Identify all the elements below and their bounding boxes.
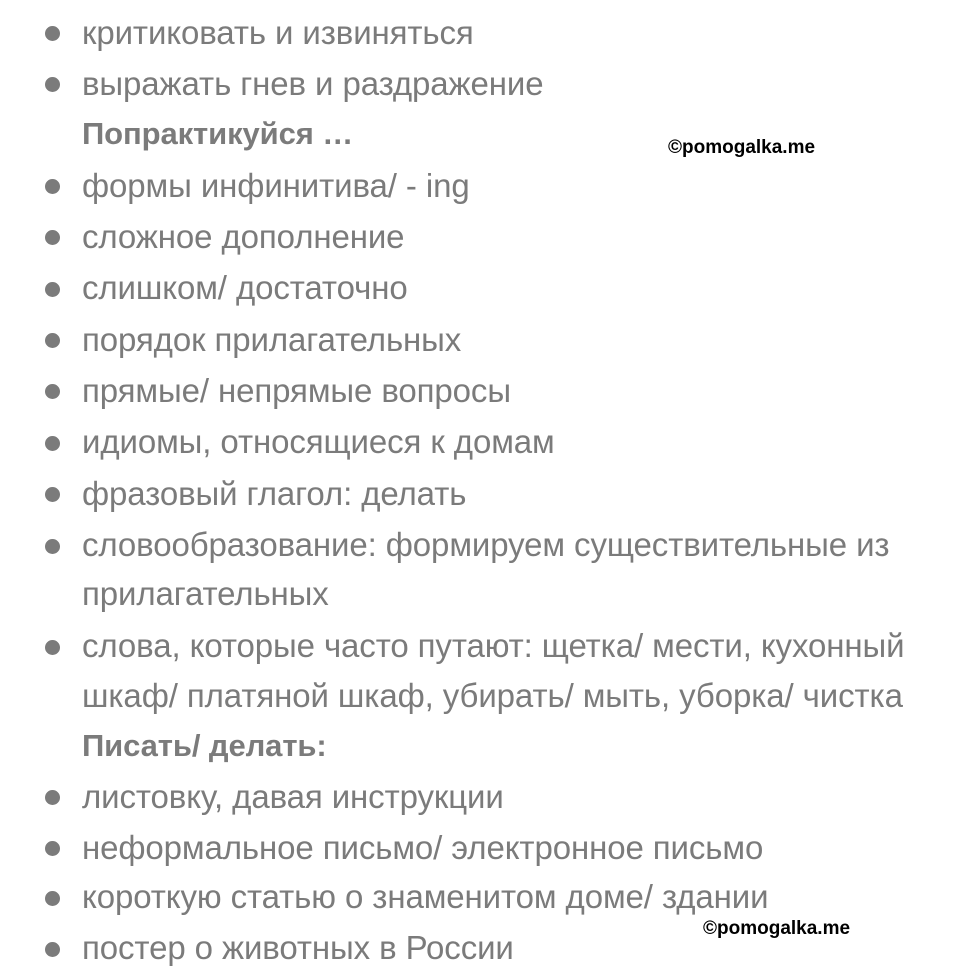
list-item: сложное дополнение xyxy=(82,218,405,255)
list-item: неформальное письмо/ электронное письмо xyxy=(82,829,764,866)
list-item: порядок прилагательных xyxy=(82,321,462,358)
bullet-dot-icon xyxy=(45,333,60,348)
section-heading-write: Писать/ делать: xyxy=(82,728,327,763)
bullet-dot-icon xyxy=(45,841,60,856)
bullet-dot-icon xyxy=(45,487,60,502)
bullet-dot-icon xyxy=(45,384,60,399)
bullet-dot-icon xyxy=(45,640,60,655)
bullet-dot-icon xyxy=(45,891,60,906)
bullet-dot-icon xyxy=(45,26,60,41)
bullet-dot-icon xyxy=(45,942,60,957)
section-heading-practice: Попрактикуйся … xyxy=(82,116,354,151)
bullet-dot-icon xyxy=(45,539,60,554)
list-item: выражать гнев и раздражение xyxy=(82,65,544,102)
bullet-dot-icon xyxy=(45,790,60,805)
bullet-dot-icon xyxy=(45,436,60,451)
list-item: слишком/ достаточно xyxy=(82,269,408,306)
list-item: идиомы, относящиеся к домам xyxy=(82,423,555,460)
list-item: словообразование: формируем существительные из xyxy=(82,526,890,563)
bullet-dot-icon xyxy=(45,282,60,297)
list-item: формы инфинитива/ - ing xyxy=(82,167,470,204)
list-item-continuation: прилагательных xyxy=(82,575,329,612)
list-item: листовку, давая инструкции xyxy=(82,778,504,815)
list-item: критиковать и извиняться xyxy=(82,14,474,51)
list-item: короткую статью о знаменитом доме/ здании xyxy=(82,878,769,915)
bullet-dot-icon xyxy=(45,179,60,194)
bullet-dot-icon xyxy=(45,230,60,245)
watermark-bottom: ©pomogalka.me xyxy=(703,918,851,939)
bullet-dot-icon xyxy=(45,77,60,92)
list-item: постер о животных в России xyxy=(82,929,514,966)
list-item-continuation: шкаф/ платяной шкаф, убирать/ мыть, уборка/ чистка xyxy=(82,677,903,714)
list-item: слова, которые часто путают: щетка/ мести, кухонный xyxy=(82,627,905,664)
list-item: прямые/ непрямые вопросы xyxy=(82,372,511,409)
list-item: фразовый глагол: делать xyxy=(82,475,467,512)
watermark-top: ©pomogalka.me xyxy=(668,137,816,158)
